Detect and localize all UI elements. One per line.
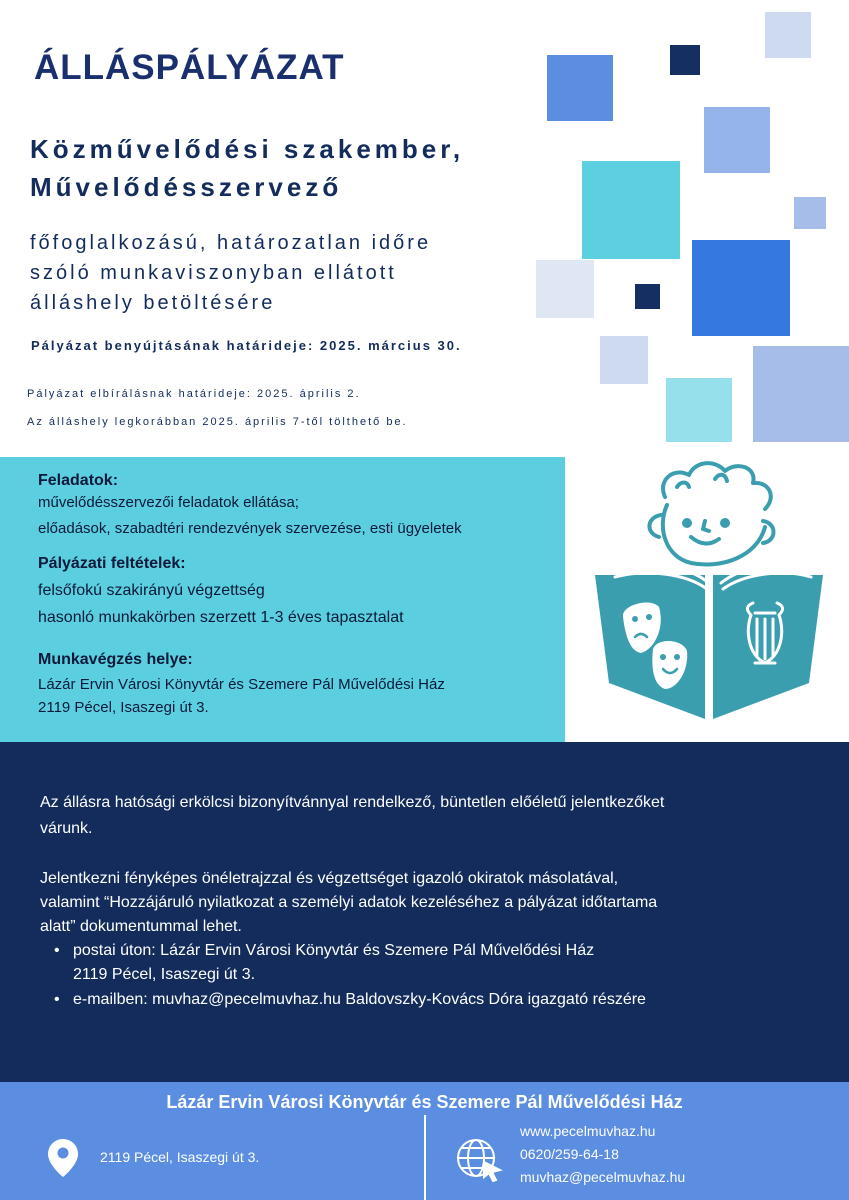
workplace-heading: Munkavégzés helye: xyxy=(38,651,193,668)
application-para1-line1: Az állásra hatósági erkölcsi bizonyítvánnyal rendelkező, büntetlen előéletű jelentkezőket xyxy=(40,794,665,811)
deco-square xyxy=(704,107,770,173)
requirements-line2: hasonló munkakörben szerzett 1-3 éves tapasztalat xyxy=(38,609,404,626)
deco-square xyxy=(666,378,732,442)
deco-square xyxy=(692,240,790,336)
footer-website-link[interactable]: www.pecelmuvhaz.hu xyxy=(520,1123,656,1139)
tasks-line1: művelődésszervezői feladatok ellátása; xyxy=(38,494,299,511)
subtitle-line1: főfoglalkozású, határozatlan időre xyxy=(30,232,432,254)
deco-square xyxy=(765,12,811,58)
location-pin-icon xyxy=(48,1139,78,1177)
footer-phone: 0620/259-64-18 xyxy=(520,1146,619,1162)
workplace-line2: 2119 Pécel, Isaszegi út 3. xyxy=(38,699,209,716)
deco-square xyxy=(582,161,680,259)
footer-email-link[interactable]: muvhaz@pecelmuvhaz.hu xyxy=(520,1169,686,1185)
application-panel xyxy=(0,742,849,1082)
bullet-dot: • xyxy=(54,942,60,959)
deco-square xyxy=(536,260,594,318)
bullet-dot: • xyxy=(54,991,60,1008)
evaluation-deadline: Pályázat elbírálásnak határideje: 2025. április 2. xyxy=(27,388,361,400)
deco-square xyxy=(670,45,700,75)
requirements-line1: felsőfokú szakirányú végzettség xyxy=(38,582,265,599)
application-para2-line3: alatt” dokumentummal lehet. xyxy=(40,918,242,935)
deco-square xyxy=(635,284,660,309)
footer-divider xyxy=(424,1115,426,1200)
bullet1-line2: 2119 Pécel, Isaszegi út 3. xyxy=(73,966,256,983)
application-para1-line2: várunk. xyxy=(40,820,93,837)
logo-box xyxy=(565,457,849,742)
submission-deadline: Pályázat benyújtásának határideje: 2025. március 30. xyxy=(31,338,462,353)
deco-square xyxy=(794,197,826,229)
workplace-line1: Lázár Ervin Városi Könyvtár és Szemere Pál Művelődési Ház xyxy=(38,676,445,693)
footer-address: 2119 Pécel, Isaszegi út 3. xyxy=(100,1149,260,1165)
page-title: ÁLLÁSPÁLYÁZAT xyxy=(34,48,345,87)
tasks-heading: Feladatok: xyxy=(38,472,119,489)
globe-cursor-icon xyxy=(456,1138,504,1182)
application-para2-line2: valamint “Hozzájáruló nyilatkozat a személyi adatok kezeléséhez a pályázat időtartama xyxy=(40,894,658,911)
book-logo-icon xyxy=(565,457,849,742)
requirements-heading: Pályázati feltételek: xyxy=(38,555,186,572)
bullet2: e-mailben: muvhaz@pecelmuvhaz.hu Baldovszky-Kovács Dóra igazgató részére xyxy=(73,991,646,1008)
position-title-line1: Közművelődési szakember, xyxy=(30,134,465,164)
deco-square xyxy=(547,55,613,121)
position-title-line2: Művelődésszervező xyxy=(30,172,343,202)
start-date: Az álláshely legkorábban 2025. április 7-től tölthető be. xyxy=(27,416,408,428)
subtitle-line3: álláshely betöltésére xyxy=(30,292,276,314)
bullet1-line1: postai úton: Lázár Ervin Városi Könyvtár és Szemere Pál Művelődési Ház xyxy=(73,942,595,959)
deco-square xyxy=(600,336,648,384)
footer-title: Lázár Ervin Városi Könyvtár és Szemere Pál Művelődési Ház xyxy=(166,1092,683,1112)
tasks-line2: előadások, szabadtéri rendezvények szervezése, esti ügyeletek xyxy=(38,520,462,537)
deco-square xyxy=(753,346,849,442)
application-para2-line1: Jelentkezni fényképes önéletrajzzal és végzettséget igazoló okiratok másolatával, xyxy=(40,870,619,887)
subtitle-line2: szóló munkaviszonyban ellátott xyxy=(30,262,397,284)
